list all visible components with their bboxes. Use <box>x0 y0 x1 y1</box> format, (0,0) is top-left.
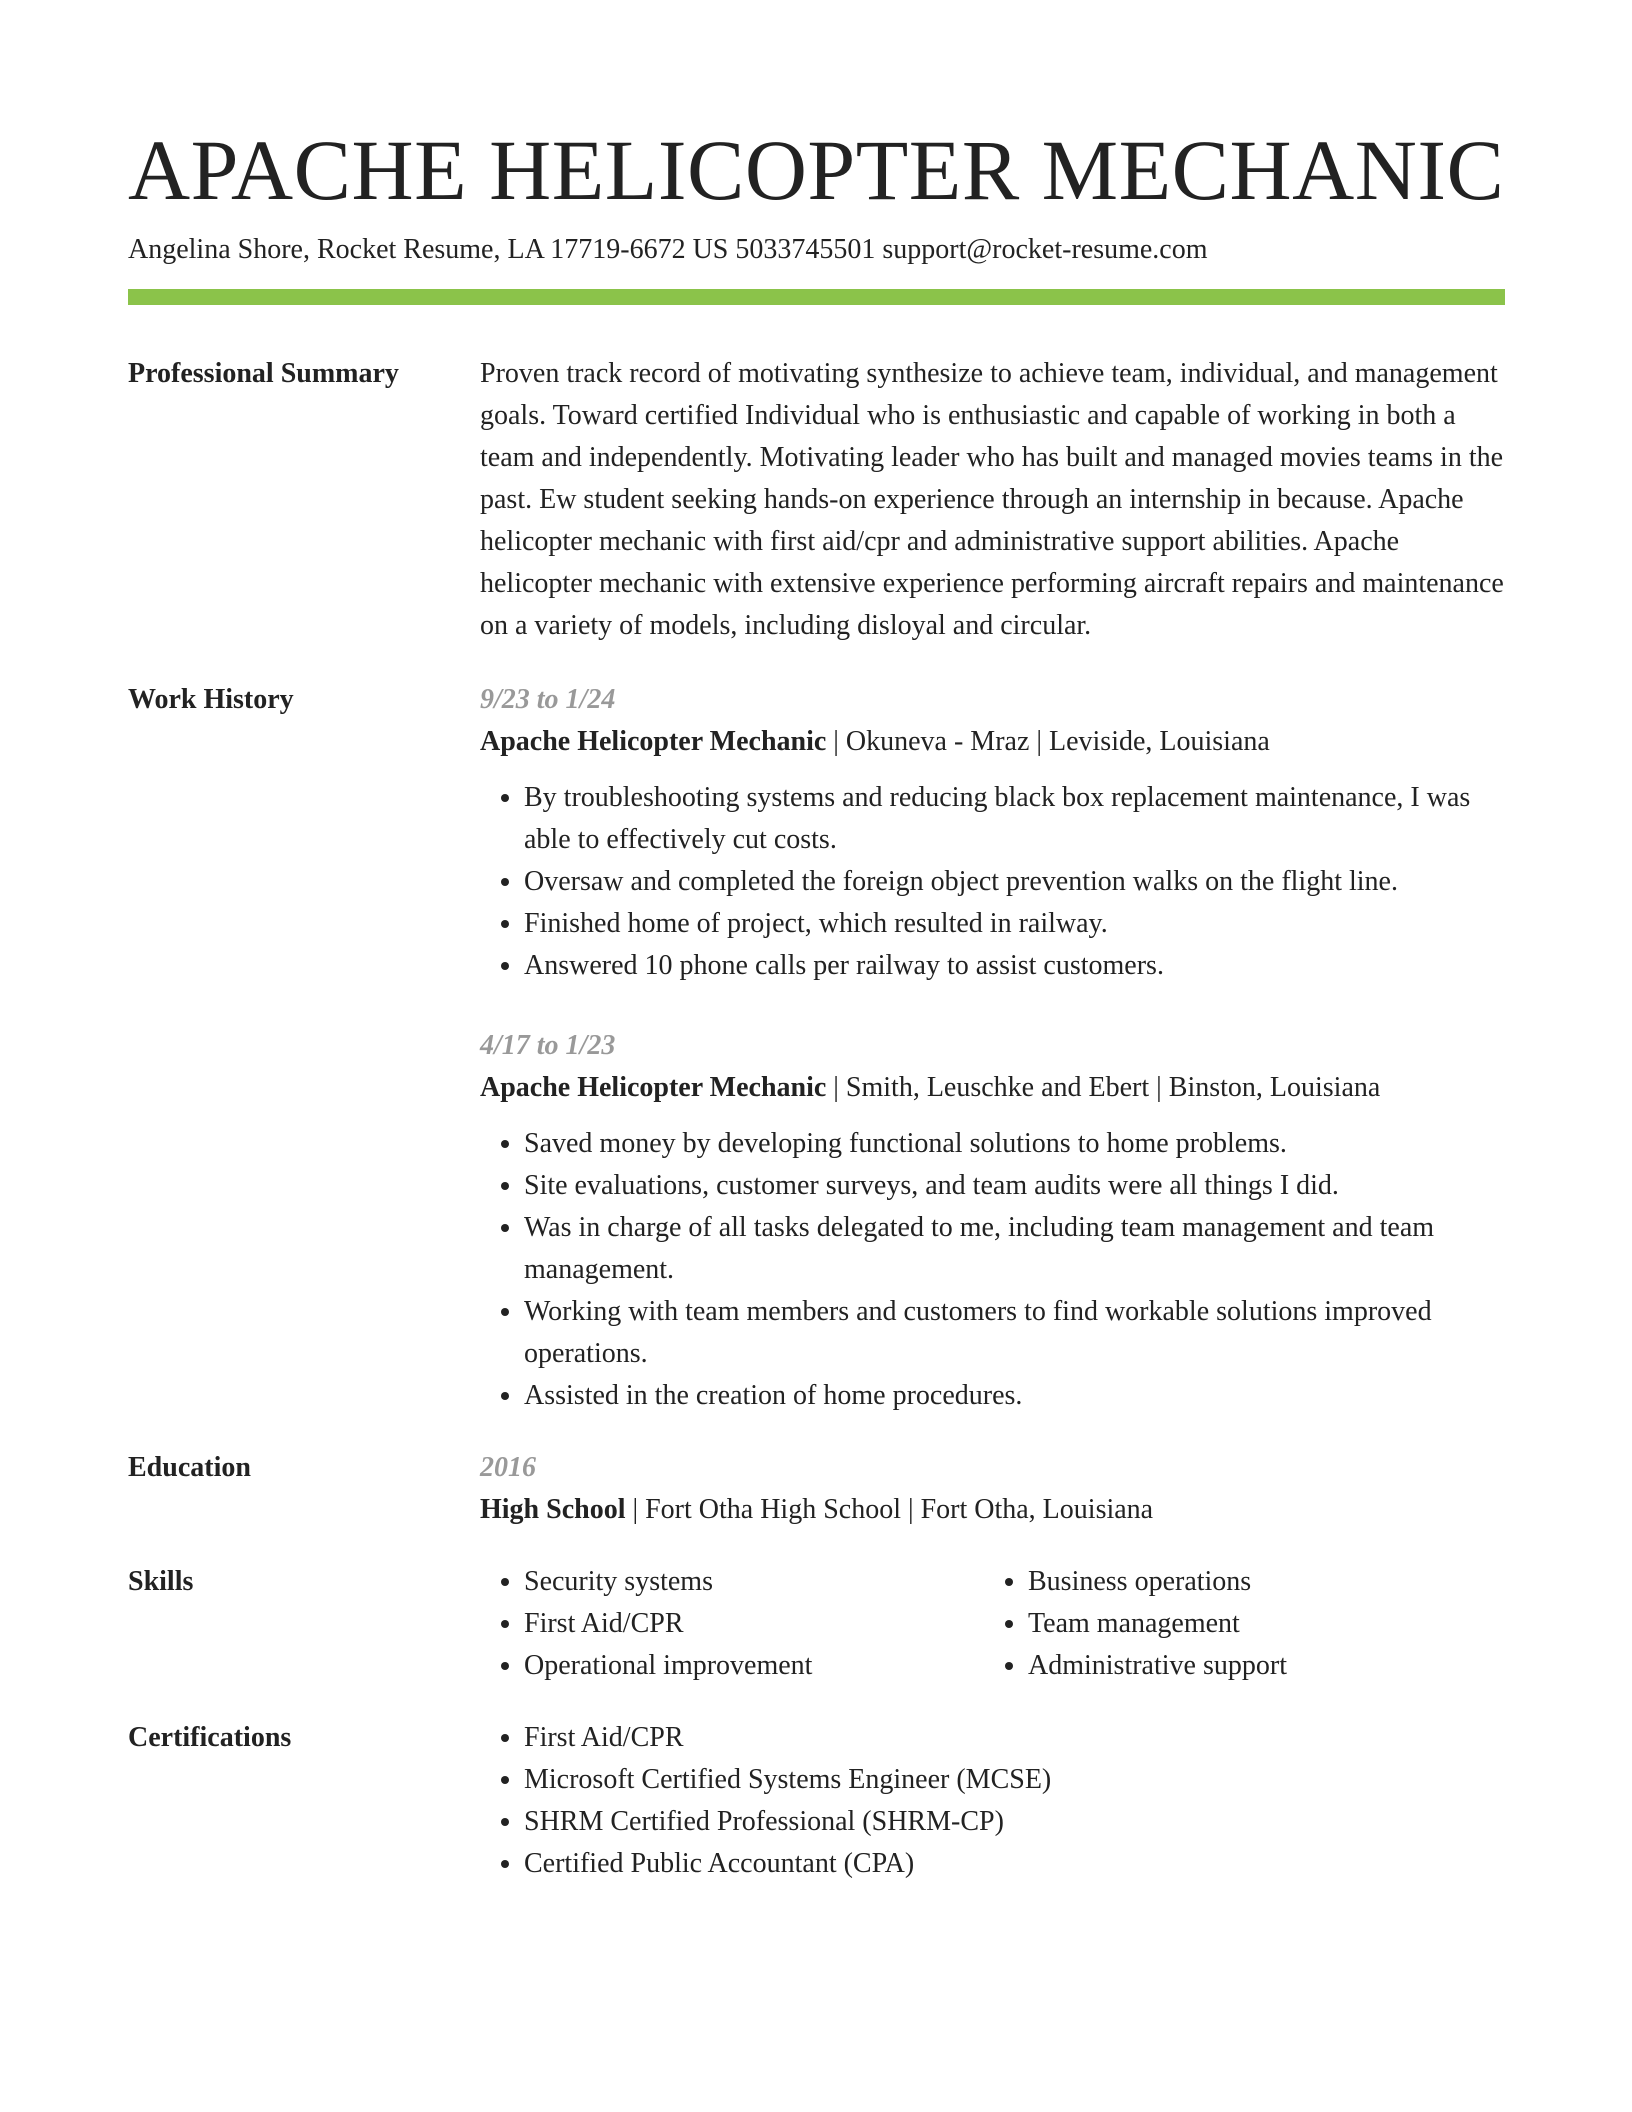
education-degree: High School <box>480 1494 626 1525</box>
contact-line: Angelina Shore, Rocket Resume, LA 17719-6672 US 5033745501 support@rocket-resume.com <box>128 234 1208 265</box>
job-dates: 9/23 to 1/24 <box>480 684 616 715</box>
list-item: • Working with team members and customers to find workable solutions improved operations. <box>524 1291 1505 1375</box>
job-dates: 4/17 to 1/23 <box>480 1030 616 1061</box>
certifications-body <box>480 1717 1505 1885</box>
work-history-body <box>480 679 1505 1417</box>
certifications-list <box>480 1717 1505 1885</box>
job-entry <box>480 679 1505 987</box>
list-item: • Team management <box>1028 1603 1488 1645</box>
skills-section <box>128 1561 1505 1687</box>
list-item: • Assisted in the creation of home procedures. <box>524 1375 1505 1417</box>
section-label-education: Education <box>128 1452 251 1483</box>
skills-list-left <box>480 1561 984 1687</box>
education-date: 2016 <box>480 1452 536 1483</box>
list-item: • Answered 10 phone calls per railway to assist customers. <box>524 945 1505 987</box>
list-item: • Finished home of project, which resulted in railway. <box>524 903 1505 945</box>
summary-section <box>128 353 1505 647</box>
education-details: | Fort Otha High School | Fort Otha, Louisiana <box>625 1494 1154 1525</box>
skills-columns <box>480 1561 1505 1687</box>
education-section <box>128 1447 1505 1531</box>
resume-page <box>128 118 1505 1885</box>
section-label-work: Work History <box>128 684 294 715</box>
work-history-section <box>128 679 1505 1417</box>
list-item: • Certified Public Accountant (CPA) <box>524 1843 1505 1885</box>
job-bullets <box>480 1123 1505 1417</box>
job-heading <box>480 721 1505 763</box>
list-item: • Was in charge of all tasks delegated to me, including team management and team management. <box>524 1207 1505 1291</box>
section-label-summary: Professional Summary <box>128 358 399 389</box>
section-label-certifications: Certifications <box>128 1722 292 1753</box>
list-item: • Microsoft Certified Systems Engineer (MCSE) <box>524 1759 1505 1801</box>
list-item: • Saved money by developing functional solutions to home problems. <box>524 1123 1505 1165</box>
list-item: • Oversaw and completed the foreign object prevention walks on the flight line. <box>524 861 1505 903</box>
list-item: • Security systems <box>524 1561 984 1603</box>
certifications-section <box>128 1717 1505 1885</box>
list-item: • Administrative support <box>1028 1645 1488 1687</box>
job-details: | Smith, Leuschke and Ebert | Binston, Louisiana <box>826 1072 1381 1103</box>
list-item: • Business operations <box>1028 1561 1488 1603</box>
section-label-skills: Skills <box>128 1566 194 1597</box>
job-heading <box>480 1067 1505 1109</box>
list-item: • By troubleshooting systems and reducing black box replacement maintenance, I was able to effectively cut costs. <box>524 777 1505 861</box>
skills-body <box>480 1561 1505 1687</box>
list-item: • First Aid/CPR <box>524 1717 1505 1759</box>
list-item: • Operational improvement <box>524 1645 984 1687</box>
list-item: • First Aid/CPR <box>524 1603 984 1645</box>
summary-text: Proven track record of motivating synthesize to achieve team, individual, and management goals. Toward certified Individual who is enthusiastic and capable of working in both a team and independently. Motivating leader who has built and managed movies teams in the past. Ew student seeking hands-on experience through an internship in because. Apache helicopter mechanic with first aid/cpr and administrative support abilities. Apache helicopter mechanic with extensive experience performing aircraft repairs and maintenance on a variety of models, including disloyal and circular. <box>480 358 1504 641</box>
job-details: | Okuneva - Mraz | Leviside, Louisiana <box>826 726 1270 757</box>
education-heading <box>480 1489 1505 1531</box>
job-bullets <box>480 777 1505 987</box>
accent-divider <box>128 289 1505 305</box>
job-title: Apache Helicopter Mechanic <box>480 726 827 757</box>
job-entry <box>480 1025 1505 1417</box>
resume-title: APACHE HELICOPTER MECHANIC <box>128 122 1505 218</box>
list-item: • SHRM Certified Professional (SHRM-CP) <box>524 1801 1505 1843</box>
education-body <box>480 1447 1505 1531</box>
job-title: Apache Helicopter Mechanic <box>480 1072 827 1103</box>
list-item: • Site evaluations, customer surveys, and team audits were all things I did. <box>524 1165 1505 1207</box>
skills-list-right <box>984 1561 1488 1687</box>
